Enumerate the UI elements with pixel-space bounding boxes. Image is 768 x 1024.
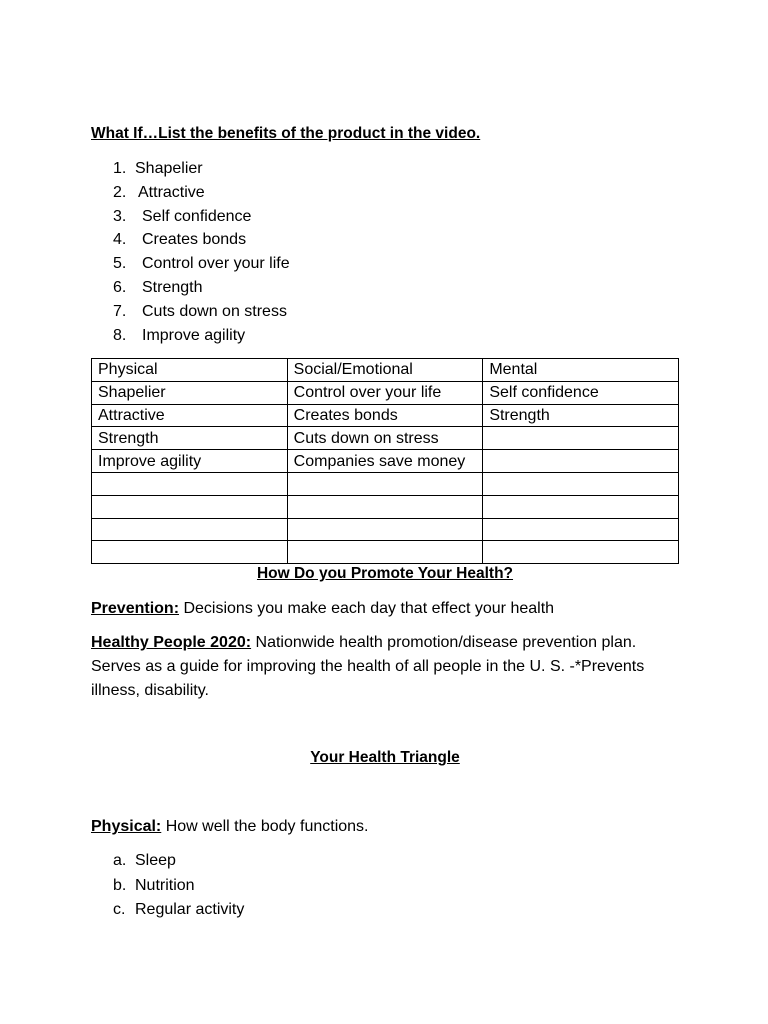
list-text: Shapelier [135,160,203,177]
list-letter: b. [113,876,127,894]
list-text: Control over your life [142,255,290,273]
physical-paragraph [91,815,681,839]
table-row [92,381,679,404]
physical-definition: How well the body functions. [161,818,369,835]
table-cell: Companies save money [287,450,483,473]
list-text: Strength [142,278,203,296]
table-cell: Creates bonds [287,404,483,427]
table-cell [92,541,288,564]
table-cell: Attractive [92,404,288,427]
list-number: 2. [113,183,127,201]
table-cell [483,472,679,495]
list-text: Creates bonds [142,231,247,249]
table-cell [483,518,679,541]
list-text: Cuts down on stress [142,302,287,320]
health-triangle-heading: Your Health Triangle [310,749,460,766]
list-text: Improve agility [142,326,246,344]
table-cell [483,541,679,564]
table-cell [287,495,483,518]
benefits-table [91,358,679,564]
healthy-people-definition: Nationwide health promotion/disease prevention plan. Serves as a guide for improving the health of all people in the U. S. -*Prevents illness, disability. [91,634,645,699]
list-item [91,276,290,300]
list-item [91,874,244,899]
list-item [91,228,290,252]
physical-term: Physical: [91,818,162,835]
table-row [92,518,679,541]
table-row [92,472,679,495]
table-cell: Shapelier [92,381,288,404]
table-cell: Strength [483,404,679,427]
table-cell [92,518,288,541]
list-item [91,157,290,181]
list-number: 6. [113,278,127,296]
table-cell: Control over your life [287,381,483,404]
list-item [91,205,290,229]
table-cell [483,450,679,473]
table-row [92,427,679,450]
list-item [91,898,244,923]
prevention-term: Prevention: [91,600,180,617]
worksheet-title: What If…List the benefits of the product in the video. [91,125,481,142]
list-text: Attractive [138,183,205,201]
list-letter: c. [113,901,126,918]
list-number: 1. [113,160,127,177]
table-cell [287,518,483,541]
list-item [91,252,290,276]
list-text: Sleep [135,852,176,869]
table-cell [287,472,483,495]
healthy-people-paragraph [91,631,681,703]
list-item [91,300,290,324]
list-text: Regular activity [135,901,245,918]
list-item [91,324,290,348]
table-header-row [92,359,679,382]
list-number: 8. [113,326,127,344]
table-row [92,450,679,473]
list-text: Self confidence [142,207,252,225]
table-cell [287,541,483,564]
table-cell [92,472,288,495]
table-row [92,541,679,564]
table-cell [92,495,288,518]
list-item [91,849,244,874]
prevention-definition: Decisions you make each day that effect your health [179,600,555,617]
list-number: 7. [113,302,127,320]
table-header-social-emotional: Social/Emotional [287,359,483,382]
list-number: 3. [113,207,127,225]
table-header-mental: Mental [483,359,679,382]
table-cell [483,495,679,518]
table-cell [483,427,679,450]
table-header-physical: Physical [92,359,288,382]
list-number: 5. [113,255,127,273]
benefits-list [91,157,290,347]
table-cell: Improve agility [92,450,288,473]
table-row [92,495,679,518]
table-row [92,404,679,427]
physical-items-list [91,849,244,923]
prevention-paragraph [91,597,681,621]
promote-health-heading: How Do you Promote Your Health? [256,565,514,582]
table-cell: Cuts down on stress [287,427,483,450]
table-cell: Self confidence [483,381,679,404]
list-item [91,181,290,205]
table-cell: Strength [92,427,288,450]
healthy-people-term: Healthy People 2020: [91,634,252,651]
list-number: 4. [113,231,127,249]
list-letter: a. [113,852,127,869]
list-text: Nutrition [135,876,195,894]
